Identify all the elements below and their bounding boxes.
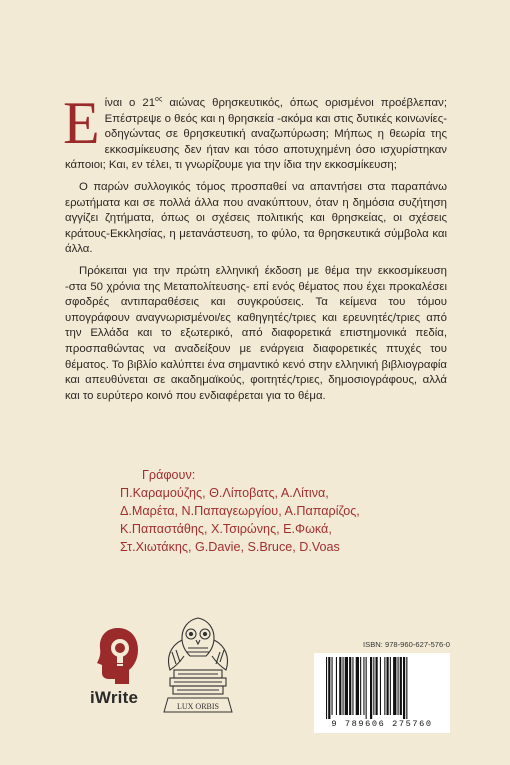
dropcap-letter: Ε — [63, 90, 100, 156]
paragraph-2: Ο παρών συλλογικός τόμος προσπαθεί να απαντήσει στα παραπάνω ερωτήματα και σε πολλά άλλα που ανακύπτουν, όταν η δημόσια συζήτηση αγγίζει ζητήματα, όπως οι σχέσεις πολιτικής και θρησκείας, οι σχέσεις κράτους-Εκκλησίας, η μετανάστευση, το φύλο, τα θρησκευτικά σύμβολα και άλλα. — [65, 180, 447, 256]
barcode-bar — [356, 657, 359, 715]
barcode-bar — [345, 657, 348, 715]
barcode-digits: 9 789606 275760 — [331, 719, 433, 729]
iwrite-name: iWrite — [90, 688, 139, 707]
barcode-bar — [328, 657, 330, 719]
barcode-bar — [376, 657, 378, 715]
barcode — [314, 653, 450, 733]
isbn-label: ISBN: 978-960-627-576-0 — [363, 640, 450, 649]
head-bulb-icon — [96, 626, 140, 686]
authors-line: Στ.Χιωτάκης, G.Davie, S.Bruce, D.Voas — [120, 540, 340, 554]
paragraph-3: Πρόκειται για την πρώτη ελληνική έκδοση με θέμα την εκκοσμίκευση -στα 50 χρόνια της Μεταπολίτευσης- επί ενός θέματος που έχει προκαλέσει σφοδρές αντιπαραθέσεις και συγκρούσεις. Τα κείμενα του τόμου υπογράφουν αναγνωρισμένοι/ες καθηγητές/τριες και ερευνητές/τριες από την Ελλάδα και το εξωτερικό, από διαφορετικά επιστημονικά πεδία, προσπαθώντας να αναδείξουν με ενάργεια διαφορετικές πτυχές του θέματος. Το βιβλίο καλύπτει ένα σημαντικό κενό στην ελληνική βιβλιογραφία και απευθύνεται σε ακαδημαϊκούς, φοιτητές/τριες, δημοσιογράφους, αλλά και το ευρύτερο κοινό που ενδιαφέρεται για το θέμα. — [65, 264, 447, 402]
barcode-bar — [363, 657, 364, 715]
authors-label: Γράφουν: — [142, 468, 196, 482]
iwrite-logo — [88, 626, 148, 726]
paragraph-1-start: ίναι ο 21 — [104, 97, 156, 109]
authors-block — [120, 466, 420, 556]
blurb-text — [63, 90, 447, 410]
barcode-bar — [336, 657, 337, 715]
barcode-bar — [360, 657, 361, 715]
barcode-bar — [332, 657, 333, 715]
barcode-bar — [380, 657, 381, 715]
barcode-bar — [366, 657, 367, 719]
barcode-bar — [403, 657, 405, 719]
paragraph-1-rest: αιώνας θρησκευτικός, όπως ορισμένοι προέβλεπαν; Επέστρεψε ο θεός και η θρησκεία -ακόμα και στις δυτικές κοινωνίες- οδηγώντας σε θρησκευτική αναζωπύρωση; Μήπως η θεωρία της εκκοσμίκευσης δεν ήταν και τόσο αποτυχημένη όσο ισχυρίστηκαν κάποιοι; Και, εν τέλει, τι γνωρίζουμε για την ίδια την εκκοσμίκευση; — [65, 97, 447, 172]
authors-line: Π.Καραμούζης, Θ.Λίποβατς, Α.Λίτινα, — [120, 486, 329, 500]
authors-line: Δ.Μαρέτα, Ν.Παπαγεωργίου, Α.Παπαρίζος, — [120, 504, 360, 518]
barcode-bar — [373, 657, 374, 715]
barcode-bar — [390, 657, 391, 715]
barcode-bar — [400, 657, 402, 715]
barcode-bar — [406, 657, 407, 719]
barcode-bar — [352, 657, 353, 715]
paragraph-1 — [63, 90, 447, 174]
barcode-bars — [314, 653, 450, 719]
lux-orbis-logo — [160, 612, 236, 724]
barcode-bar — [370, 657, 372, 719]
barcode-bar — [398, 657, 399, 715]
barcode-bar — [343, 657, 344, 715]
owl-on-books-icon — [160, 612, 236, 724]
barcode-bar — [387, 657, 389, 715]
barcode-bar — [326, 657, 327, 719]
lux-orbis-text: LUX ORBIS — [176, 702, 220, 711]
ordinal-suffix: ος — [155, 96, 163, 104]
barcode-bar — [393, 657, 396, 715]
barcode-bar — [349, 657, 351, 715]
barcode-bar — [339, 657, 341, 715]
authors-line: Κ.Παπαστάθης, Χ.Τσιρώνης, Ε.Φωκά, — [120, 522, 332, 536]
barcode-bar — [384, 657, 385, 715]
